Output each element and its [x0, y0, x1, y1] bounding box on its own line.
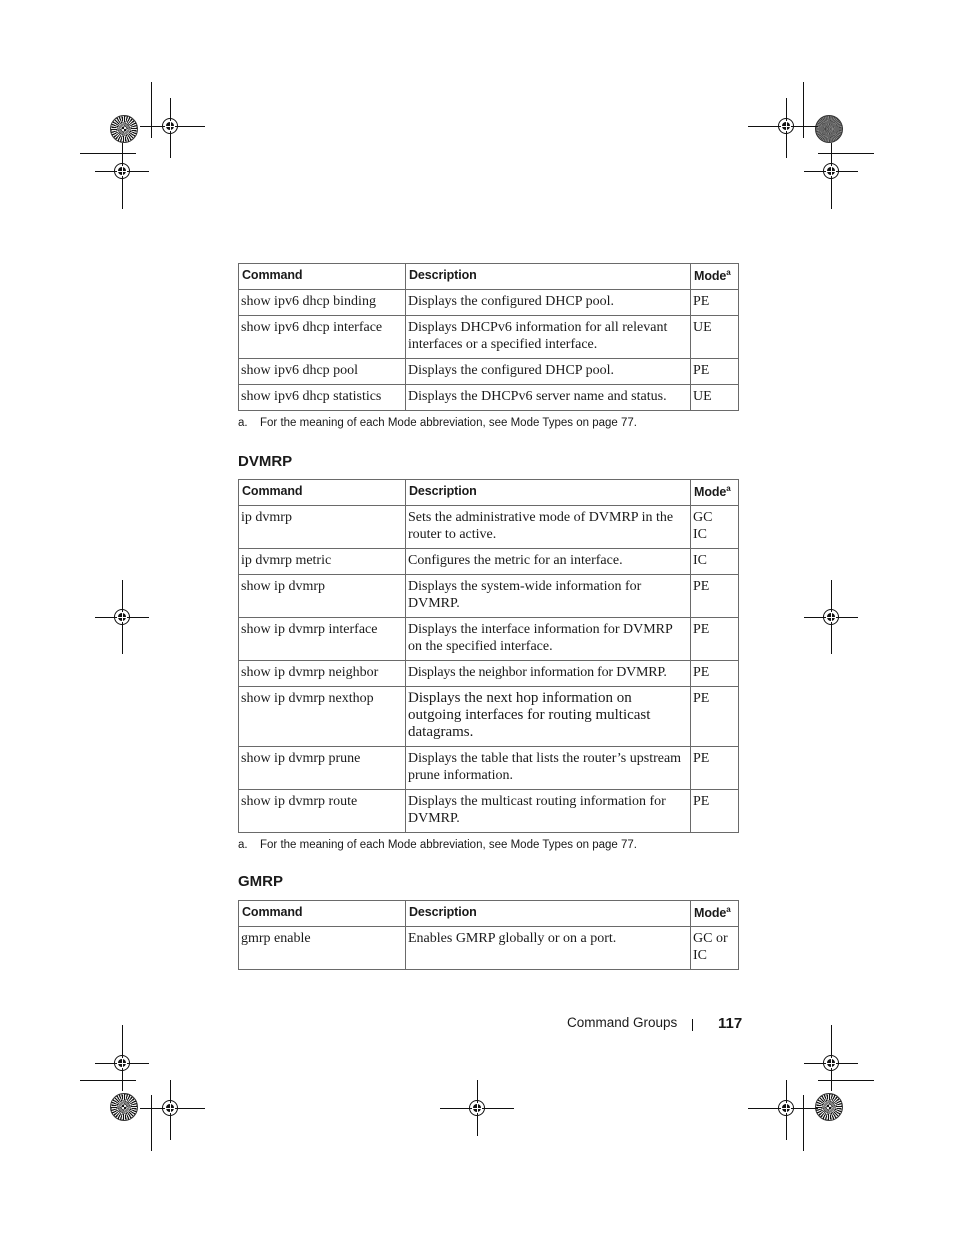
table-row [239, 618, 739, 661]
mode-cell: IC [691, 549, 739, 575]
command-cell: show ip dvmrp neighbor [239, 661, 406, 687]
column-header-mode: Mode$^a$ [691, 264, 739, 290]
table-row [239, 687, 739, 747]
description-cell: Displays the configured DHCP pool. [406, 359, 691, 385]
description-cell: Enables GMRP globally or on a port. [406, 927, 691, 970]
table-row [239, 506, 739, 549]
description-cell: Displays the interface information for DVMRP on the specified interface. [406, 618, 691, 661]
command-cell: show ipv6 dhcp pool [239, 359, 406, 385]
command-cell: show ipv6 dhcp interface [239, 316, 406, 359]
command-cell: show ip dvmrp route [239, 790, 406, 833]
table-row [239, 359, 739, 385]
mode-cell: PE [691, 575, 739, 618]
footnote-text: For the meaning of each Mode abbreviation, see Mode Types on page 77. [260, 417, 637, 429]
description-cell: Displays the multicast routing information for DVMRP. [406, 790, 691, 833]
table-row [239, 747, 739, 790]
command-cell: ip dvmrp metric [239, 549, 406, 575]
command-cell: show ip dvmrp nexthop [239, 687, 406, 747]
command-cell: show ip dvmrp prune [239, 747, 406, 790]
column-header-description: Description [406, 264, 691, 290]
column-header-mode: Mode$^a$ [691, 901, 739, 927]
mode-cell: UE [691, 316, 739, 359]
mode-cell: PE [691, 290, 739, 316]
page-content [238, 263, 738, 970]
description-cell: Configures the metric for an interface. [406, 549, 691, 575]
section-heading-dvmrp: DVMRP [238, 453, 293, 470]
description-cell: Displays DHCPv6 information for all relevant interfaces or a specified interface. [406, 316, 691, 359]
table-header-row [239, 264, 739, 290]
command-cell: show ip dvmrp [239, 575, 406, 618]
description-cell: Sets the administrative mode of DVMRP in the router to active. [406, 506, 691, 549]
footnote-text: For the meaning of each Mode abbreviation, see Mode Types on page 77. [260, 839, 637, 851]
column-header-description: Description [406, 901, 691, 927]
footnote-reference: a [726, 905, 731, 914]
mode-cell: PE [691, 359, 739, 385]
table-row [239, 316, 739, 359]
description-cell: Displays the configured DHCP pool. [406, 290, 691, 316]
color-rosette-icon [110, 115, 138, 143]
color-rosette-icon [110, 1093, 138, 1121]
description-cell: Displays the neighbor information for DVMRP. [406, 661, 691, 687]
footnote-mark: a. [238, 417, 248, 429]
mode-cell: PE [691, 790, 739, 833]
command-cell: show ipv6 dhcp binding [239, 290, 406, 316]
command-cell: ip dvmrp [239, 506, 406, 549]
column-header-description: Description [406, 480, 691, 506]
table-footnote [238, 417, 738, 435]
mode-cell: PE [691, 747, 739, 790]
mode-cell: PE [691, 618, 739, 661]
description-cell: Displays the DHCPv6 server name and status. [406, 385, 691, 411]
footnote-reference: a [726, 268, 731, 277]
table-row [239, 385, 739, 411]
column-header-command: Command [239, 901, 406, 927]
table-header-row [239, 480, 739, 506]
mode-cell: PE [691, 661, 739, 687]
description-cell: Displays the next hop information on outgoing interfaces for routing multicast datagrams. [406, 687, 691, 747]
color-rosette-icon [815, 1093, 843, 1121]
table-footnote [238, 839, 738, 857]
description-cell: Displays the table that lists the router’s upstream prune information. [406, 747, 691, 790]
table-row [239, 927, 739, 970]
table-row [239, 290, 739, 316]
mode-cell: PE [691, 687, 739, 747]
table-row [239, 575, 739, 618]
mode-cell: GC IC [691, 506, 739, 549]
description-cell: Displays the system-wide information for DVMRP. [406, 575, 691, 618]
command-cell: show ip dvmrp interface [239, 618, 406, 661]
table-row [239, 549, 739, 575]
column-header-command: Command [239, 480, 406, 506]
dvmrp-command-table [238, 479, 739, 833]
page-number: 117 [718, 1015, 743, 1032]
color-rosette-icon [815, 115, 843, 143]
page-footer [0, 1015, 954, 1035]
table-row [239, 661, 739, 687]
command-cell: show ipv6 dhcp statistics [239, 385, 406, 411]
dhcpv6-command-table [238, 263, 739, 411]
mode-cell: GC or IC [691, 927, 739, 970]
section-heading-gmrp: GMRP [238, 873, 283, 890]
command-cell: gmrp enable [239, 927, 406, 970]
column-header-command: Command [239, 264, 406, 290]
footer-section-name: Command Groups [567, 1015, 678, 1030]
mode-cell: UE [691, 385, 739, 411]
table-row [239, 790, 739, 833]
footnote-reference: a [726, 484, 731, 493]
column-header-mode: Mode$^a$ [691, 480, 739, 506]
footer-divider [692, 1019, 693, 1031]
table-header-row [239, 901, 739, 927]
footnote-mark: a. [238, 839, 248, 851]
gmrp-command-table [238, 900, 739, 970]
